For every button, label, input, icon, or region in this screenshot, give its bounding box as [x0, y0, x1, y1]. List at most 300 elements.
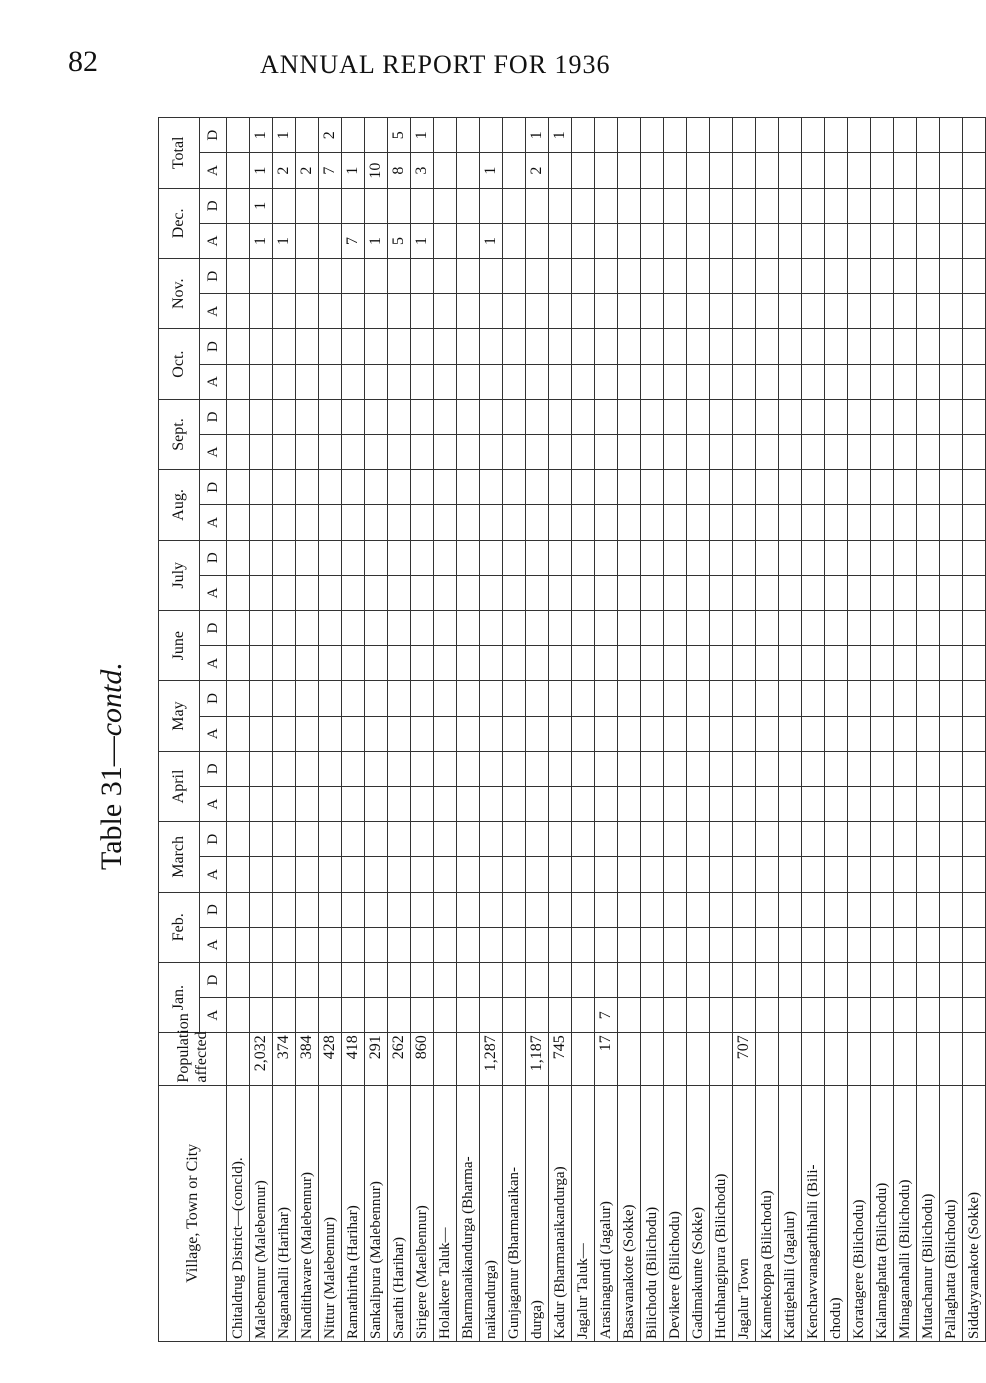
table-row: [963, 118, 986, 1342]
count-cell: [434, 259, 457, 294]
count-cell: [227, 786, 250, 821]
count-cell: [802, 857, 825, 892]
population-cell: 707: [733, 1033, 756, 1085]
count-cell: 1: [411, 118, 434, 153]
count-cell: [227, 998, 250, 1033]
count-cell: [227, 646, 250, 681]
count-cell: [848, 822, 871, 857]
place-name: Nandithavare (Malebennur): [296, 1085, 319, 1341]
header-month: Dec.: [159, 188, 200, 258]
count-cell: [549, 927, 572, 962]
count-cell: [618, 259, 641, 294]
header-month: June: [159, 610, 200, 680]
count-cell: [526, 294, 549, 329]
count-cell: [733, 435, 756, 470]
count-cell: [411, 751, 434, 786]
header-month: Sept.: [159, 399, 200, 469]
count-cell: [825, 857, 848, 892]
count-cell: [434, 435, 457, 470]
count-cell: [618, 998, 641, 1033]
count-cell: [388, 435, 411, 470]
count-cell: [641, 857, 664, 892]
header-month: Total: [159, 118, 200, 189]
header-a: A: [200, 223, 227, 258]
count-cell: [733, 646, 756, 681]
count-cell: [779, 153, 802, 188]
count-cell: [963, 399, 986, 434]
place-name: Gadimakunte (Sokke): [687, 1085, 710, 1341]
count-cell: [641, 786, 664, 821]
count-cell: [572, 646, 595, 681]
count-cell: [595, 540, 618, 575]
count-cell: [756, 998, 779, 1033]
count-cell: [296, 927, 319, 962]
count-cell: [802, 329, 825, 364]
count-cell: [756, 822, 779, 857]
count-cell: [296, 188, 319, 223]
count-cell: [296, 223, 319, 258]
count-cell: [365, 716, 388, 751]
count-cell: [710, 223, 733, 258]
count-cell: [802, 962, 825, 997]
count-cell: [871, 575, 894, 610]
count-cell: [733, 223, 756, 258]
header-a: A: [200, 646, 227, 681]
count-cell: 1: [480, 153, 503, 188]
count-cell: [388, 751, 411, 786]
table-row: [342, 118, 365, 1342]
count-cell: [779, 681, 802, 716]
count-cell: [296, 259, 319, 294]
count-cell: [710, 540, 733, 575]
count-cell: [526, 505, 549, 540]
count-cell: [595, 610, 618, 645]
count-cell: [733, 259, 756, 294]
count-cell: [227, 610, 250, 645]
count-cell: [572, 786, 595, 821]
count-cell: [503, 540, 526, 575]
count-cell: [917, 857, 940, 892]
count-cell: [710, 892, 733, 927]
count-cell: [894, 646, 917, 681]
count-cell: [434, 118, 457, 153]
count-cell: [250, 259, 273, 294]
place-name: Holalkere Taluk—: [434, 1085, 457, 1341]
count-cell: [342, 259, 365, 294]
count-cell: [572, 962, 595, 997]
count-cell: [319, 364, 342, 399]
count-cell: [595, 681, 618, 716]
count-cell: [388, 857, 411, 892]
count-cell: [595, 470, 618, 505]
count-cell: [595, 822, 618, 857]
count-cell: [756, 118, 779, 153]
count-cell: 8: [388, 153, 411, 188]
count-cell: [342, 998, 365, 1033]
count-cell: [871, 329, 894, 364]
count-cell: [457, 364, 480, 399]
count-cell: [871, 470, 894, 505]
table-row: [480, 118, 503, 1342]
count-cell: [319, 188, 342, 223]
count-cell: [342, 470, 365, 505]
count-cell: [687, 540, 710, 575]
count-cell: [273, 364, 296, 399]
count-cell: [434, 223, 457, 258]
count-cell: [710, 857, 733, 892]
count-cell: [526, 223, 549, 258]
count-cell: [940, 751, 963, 786]
count-cell: [848, 857, 871, 892]
count-cell: [917, 575, 940, 610]
count-cell: [296, 646, 319, 681]
count-cell: [664, 927, 687, 962]
count-cell: [641, 927, 664, 962]
count-cell: [342, 822, 365, 857]
count-cell: [503, 259, 526, 294]
count-cell: 5: [388, 223, 411, 258]
count-cell: [687, 857, 710, 892]
count-cell: [526, 892, 549, 927]
count-cell: [273, 681, 296, 716]
population-cell: 2,032: [250, 1033, 273, 1085]
count-cell: [894, 892, 917, 927]
count-cell: [871, 786, 894, 821]
count-cell: [549, 681, 572, 716]
count-cell: [457, 998, 480, 1033]
count-cell: [664, 505, 687, 540]
header-d: D: [200, 259, 227, 294]
count-cell: [480, 998, 503, 1033]
count-cell: [687, 399, 710, 434]
count-cell: [825, 892, 848, 927]
count-cell: [802, 118, 825, 153]
place-name: Chitaldrug District—(concld).: [227, 1085, 250, 1341]
count-cell: [549, 751, 572, 786]
count-cell: [572, 610, 595, 645]
place-name: Kenchavvanagathihalli (Bili-: [802, 1085, 825, 1341]
count-cell: [503, 751, 526, 786]
count-cell: [917, 470, 940, 505]
population-cell: [434, 1033, 457, 1085]
count-cell: [319, 786, 342, 821]
count-cell: [388, 294, 411, 329]
count-cell: [802, 540, 825, 575]
count-cell: [296, 857, 319, 892]
count-cell: [940, 153, 963, 188]
count-cell: [388, 505, 411, 540]
count-cell: [871, 364, 894, 399]
count-cell: [963, 575, 986, 610]
table-row: [296, 118, 319, 1342]
table-row: [940, 118, 963, 1342]
count-cell: [756, 716, 779, 751]
count-cell: [411, 188, 434, 223]
table-row: [572, 118, 595, 1342]
population-cell: 428: [319, 1033, 342, 1085]
count-cell: [227, 259, 250, 294]
count-cell: [273, 610, 296, 645]
count-cell: [710, 364, 733, 399]
count-cell: [917, 188, 940, 223]
count-cell: [549, 223, 572, 258]
count-cell: [457, 505, 480, 540]
count-cell: [549, 575, 572, 610]
table-caption-contd: contd.: [95, 662, 128, 737]
table-row: [503, 118, 526, 1342]
count-cell: [802, 751, 825, 786]
count-cell: [756, 927, 779, 962]
table-row: [365, 118, 388, 1342]
place-name: Huchhangipura (Bilichodu): [710, 1085, 733, 1341]
place-name: Kattigehalli (Jagalur): [779, 1085, 802, 1341]
count-cell: [756, 435, 779, 470]
table-row: [802, 118, 825, 1342]
population-cell: 262: [388, 1033, 411, 1085]
count-cell: [825, 575, 848, 610]
table-row: [227, 118, 250, 1342]
count-cell: [871, 399, 894, 434]
count-cell: [940, 681, 963, 716]
place-name: Jagalur Taluk—: [572, 1085, 595, 1341]
count-cell: [687, 259, 710, 294]
count-cell: [802, 646, 825, 681]
count-cell: [825, 505, 848, 540]
count-cell: [526, 188, 549, 223]
count-cell: [825, 610, 848, 645]
population-cell: 745: [549, 1033, 572, 1085]
count-cell: 2: [526, 153, 549, 188]
count-cell: [963, 153, 986, 188]
count-cell: [572, 399, 595, 434]
count-cell: [572, 892, 595, 927]
count-cell: [480, 857, 503, 892]
count-cell: [342, 399, 365, 434]
population-cell: [940, 1033, 963, 1085]
count-cell: [641, 118, 664, 153]
count-cell: [342, 188, 365, 223]
table-row: [641, 118, 664, 1342]
count-cell: [319, 857, 342, 892]
count-cell: [618, 118, 641, 153]
count-cell: [549, 470, 572, 505]
count-cell: 1: [273, 223, 296, 258]
count-cell: [618, 751, 641, 786]
place-name: Kadur (Bharmanaikandurga): [549, 1085, 572, 1341]
population-cell: [802, 1033, 825, 1085]
count-cell: [825, 435, 848, 470]
count-cell: [480, 470, 503, 505]
count-cell: [894, 259, 917, 294]
place-name: Arasinagundi (Jagalur): [595, 1085, 618, 1341]
table-row: [526, 118, 549, 1342]
count-cell: [503, 822, 526, 857]
count-cell: [526, 540, 549, 575]
header-a: A: [200, 294, 227, 329]
count-cell: [756, 294, 779, 329]
place-name: Jagalur Town: [733, 1085, 756, 1341]
count-cell: [434, 962, 457, 997]
count-cell: [273, 962, 296, 997]
count-cell: [756, 857, 779, 892]
count-cell: [618, 610, 641, 645]
count-cell: [756, 786, 779, 821]
count-cell: [250, 786, 273, 821]
count-cell: [664, 470, 687, 505]
count-cell: [365, 540, 388, 575]
count-cell: [296, 786, 319, 821]
count-cell: [756, 610, 779, 645]
count-cell: [411, 259, 434, 294]
count-cell: [503, 857, 526, 892]
count-cell: [296, 294, 319, 329]
count-cell: [572, 435, 595, 470]
count-cell: [802, 575, 825, 610]
population-cell: [710, 1033, 733, 1085]
count-cell: [434, 540, 457, 575]
count-cell: [871, 646, 894, 681]
count-cell: [319, 716, 342, 751]
count-cell: [411, 822, 434, 857]
count-cell: [457, 188, 480, 223]
count-cell: [388, 575, 411, 610]
count-cell: [894, 470, 917, 505]
count-cell: [572, 470, 595, 505]
count-cell: [388, 470, 411, 505]
count-cell: [595, 892, 618, 927]
count-cell: [825, 540, 848, 575]
count-cell: [342, 364, 365, 399]
count-cell: [963, 364, 986, 399]
count-cell: [273, 998, 296, 1033]
count-cell: [250, 998, 273, 1033]
count-cell: [917, 153, 940, 188]
count-cell: [848, 153, 871, 188]
header-month: Jan.: [159, 962, 200, 1032]
count-cell: [457, 435, 480, 470]
count-cell: [526, 364, 549, 399]
count-cell: 7: [595, 998, 618, 1033]
count-cell: [940, 822, 963, 857]
count-cell: [871, 927, 894, 962]
count-cell: [802, 223, 825, 258]
count-cell: [250, 364, 273, 399]
count-cell: [641, 646, 664, 681]
count-cell: [871, 857, 894, 892]
count-cell: [825, 646, 848, 681]
count-cell: [894, 962, 917, 997]
count-cell: [733, 751, 756, 786]
count-cell: [664, 751, 687, 786]
count-cell: [227, 329, 250, 364]
count-cell: [894, 329, 917, 364]
count-cell: [848, 962, 871, 997]
population-cell: [503, 1033, 526, 1085]
count-cell: [549, 540, 572, 575]
table-row: [756, 118, 779, 1342]
count-cell: [894, 716, 917, 751]
count-cell: [641, 540, 664, 575]
count-cell: [802, 927, 825, 962]
count-cell: [296, 610, 319, 645]
count-cell: [894, 610, 917, 645]
count-cell: [940, 470, 963, 505]
count-cell: [687, 681, 710, 716]
header-place: Village, Town or City: [159, 1085, 227, 1341]
count-cell: [917, 540, 940, 575]
count-cell: [319, 751, 342, 786]
count-cell: [342, 610, 365, 645]
count-cell: [388, 892, 411, 927]
count-cell: [618, 681, 641, 716]
count-cell: [480, 540, 503, 575]
count-cell: [641, 681, 664, 716]
count-cell: [917, 399, 940, 434]
count-cell: [572, 998, 595, 1033]
count-cell: [963, 822, 986, 857]
count-cell: [296, 822, 319, 857]
count-cell: [894, 575, 917, 610]
count-cell: [434, 610, 457, 645]
table-row: [595, 118, 618, 1342]
population-cell: [963, 1033, 986, 1085]
count-cell: [733, 786, 756, 821]
place-name: Bilichodu (Bilichodu): [641, 1085, 664, 1341]
count-cell: [848, 786, 871, 821]
count-cell: [227, 470, 250, 505]
rotated-table-wrapper: [158, 117, 982, 1342]
count-cell: [963, 505, 986, 540]
count-cell: [618, 962, 641, 997]
count-cell: [250, 927, 273, 962]
count-cell: [664, 646, 687, 681]
count-cell: [273, 646, 296, 681]
count-cell: [250, 399, 273, 434]
count-cell: [618, 223, 641, 258]
count-cell: [365, 505, 388, 540]
count-cell: [319, 540, 342, 575]
count-cell: [365, 575, 388, 610]
count-cell: [595, 223, 618, 258]
count-cell: [710, 153, 733, 188]
count-cell: [365, 188, 388, 223]
count-cell: [779, 892, 802, 927]
count-cell: [733, 153, 756, 188]
population-cell: [848, 1033, 871, 1085]
count-cell: [871, 188, 894, 223]
table-row: [917, 118, 940, 1342]
count-cell: [848, 610, 871, 645]
place-name: Siddayyanakote (Sokke): [963, 1085, 986, 1341]
header-a: A: [200, 927, 227, 962]
count-cell: [503, 786, 526, 821]
table-row: [273, 118, 296, 1342]
table-row: [894, 118, 917, 1342]
header-month: Aug.: [159, 470, 200, 540]
count-cell: [756, 153, 779, 188]
count-cell: [549, 153, 572, 188]
count-cell: [549, 892, 572, 927]
count-cell: [664, 681, 687, 716]
header-d: D: [200, 892, 227, 927]
count-cell: [802, 786, 825, 821]
count-cell: [549, 998, 572, 1033]
count-cell: [273, 294, 296, 329]
count-cell: [503, 998, 526, 1033]
count-cell: [549, 294, 572, 329]
count-cell: [457, 329, 480, 364]
count-cell: [917, 716, 940, 751]
